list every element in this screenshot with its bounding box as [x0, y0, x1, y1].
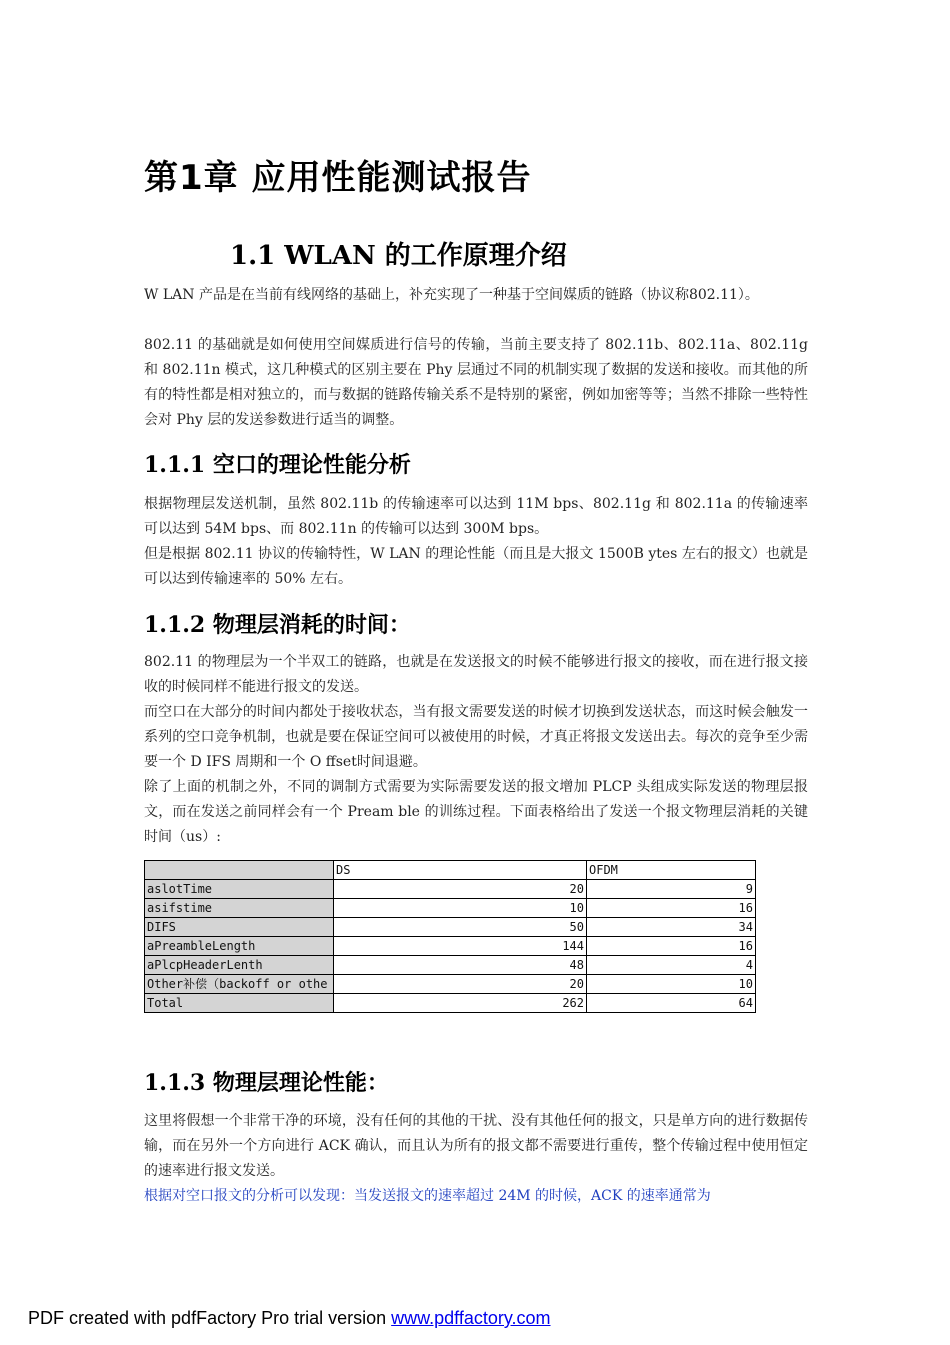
row-ofdm-value: 16: [587, 899, 756, 918]
row-ofdm-value: 9: [587, 880, 756, 899]
s111-paragraph-2: 但是根据 802.11 协议的传输特性，W LAN 的理论性能（而且是大报文 1500B ytes 左右的报文）也就是可以达到传输速率的 50% 左右。: [144, 546, 808, 587]
row-ds-value: 262: [334, 994, 587, 1013]
subsection-title-112: 1.1.2 物理层消耗的时间：: [144, 612, 411, 638]
s111-paragraph-1: 根据物理层发送机制，虽然 802.11b 的传输速率可以达到 11M bps、802.11g 和 802.11a 的传输速率可以达到 54M bps、而 802.11n 的传输可以达到 300M bps。: [144, 496, 808, 537]
row-ofdm-value: 64: [587, 994, 756, 1013]
row-ds-value: 20: [334, 880, 587, 899]
table-row: [145, 899, 756, 918]
row-ds-value: 10: [334, 899, 587, 918]
footer-text: PDF created with pdfFactory Pro trial version: [28, 1308, 392, 1328]
row-label: asifstime: [145, 899, 334, 918]
row-ofdm-value: 10: [587, 975, 756, 994]
row-ds-value: 144: [334, 937, 587, 956]
row-ofdm-value: 4: [587, 956, 756, 975]
pdf-footer: [28, 1308, 551, 1329]
row-label: Total: [145, 994, 334, 1013]
s112-paragraph-1: 802.11 的物理层为一个半双工的链路，也就是在发送报文的时候不能够进行报文的接收，而在进行报文接收的时候同样不能进行报文的发送。: [144, 654, 808, 695]
s113-paragraph-1: 这里将假想一个非常干净的环境，没有任何的其他的干扰、没有其他任何的报文，只是单方向的进行数据传输，而在另外一个方向进行 ACK 确认，而且认为所有的报文都不需要进行重传，整个传输过程中使用恒定的速率进行报文发送。: [144, 1113, 808, 1179]
table-row: [145, 956, 756, 975]
row-ds-value: 20: [334, 975, 587, 994]
s112-paragraph-3: 除了上面的机制之外，不同的调制方式需要为实际需要发送的报文增加 PLCP 头组成实际发送的物理层报文，而在发送之前同样会有一个 Pream ble 的训练过程。下面表格给出了发送一个报文物理层消耗的关键时间（us）:: [144, 779, 808, 845]
s112-paragraph-2: 而空口在大部分的时间内都处于接收状态，当有报文需要发送的时候才切换到发送状态，而这时候会触发一系列的空口竞争机制，也就是要在保证空间可以被使用的时候，才真正将报文发送出去。每次的竞争至少需要一个 D IFS 周期和一个 O ffset时间退避。: [144, 704, 808, 770]
row-label: Other补偿（backoff or othe: [145, 975, 334, 994]
intro-paragraph-1: W LAN 产品是在当前有线网络的基础上，补充实现了一种基于空间媒质的链路（协议称802.11）。: [144, 287, 759, 303]
table-row: [145, 880, 756, 899]
row-label: aslotTime: [145, 880, 334, 899]
row-ofdm-value: 16: [587, 937, 756, 956]
table-header-ofdm: OFDM: [587, 861, 756, 880]
table-row-total: [145, 994, 756, 1013]
subsection-title-113: 1.1.3 物理层理论性能：: [144, 1070, 389, 1096]
subsection-title-111: 1.1.1 空口的理论性能分析: [144, 452, 411, 478]
footer-link[interactable]: www.pdffactory.com: [391, 1308, 551, 1328]
table-row: [145, 918, 756, 937]
row-label: aPreambleLength: [145, 937, 334, 956]
table-header-ds: DS: [334, 861, 587, 880]
table-row: [145, 937, 756, 956]
s113-paragraph-2: 根据对空口报文的分析可以发现：当发送报文的速率超过 24M 的时候，ACK 的速率通常为: [144, 1188, 711, 1204]
chapter-title: 第1章 应用性能测试报告: [144, 158, 532, 198]
row-label: DIFS: [145, 918, 334, 937]
table-header-label: [145, 861, 334, 880]
section-title: 1.1 WLAN 的工作原理介绍: [230, 241, 567, 271]
intro-paragraph-2: 802.11 的基础就是如何使用空间媒质进行信号的传输，当前主要支持了 802.11b、802.11a、802.11g 和 802.11n 模式，这几种模式的区别主要在 Phy 层通过不同的机制实现了数据的发送和接收。而其他的所有的特性都是相对独立的，而与数据的链路传输关系不是特别的紧密，例如加密等等；当然不排除一些特性会对 Phy 层的发送参数进行适当的调整。: [144, 337, 808, 428]
row-ds-value: 48: [334, 956, 587, 975]
row-ofdm-value: 34: [587, 918, 756, 937]
row-ds-value: 50: [334, 918, 587, 937]
table-row: [145, 975, 756, 994]
table-header-row: [145, 861, 756, 880]
row-label: aPlcpHeaderLenth: [145, 956, 334, 975]
phy-timing-table: [144, 860, 756, 1013]
